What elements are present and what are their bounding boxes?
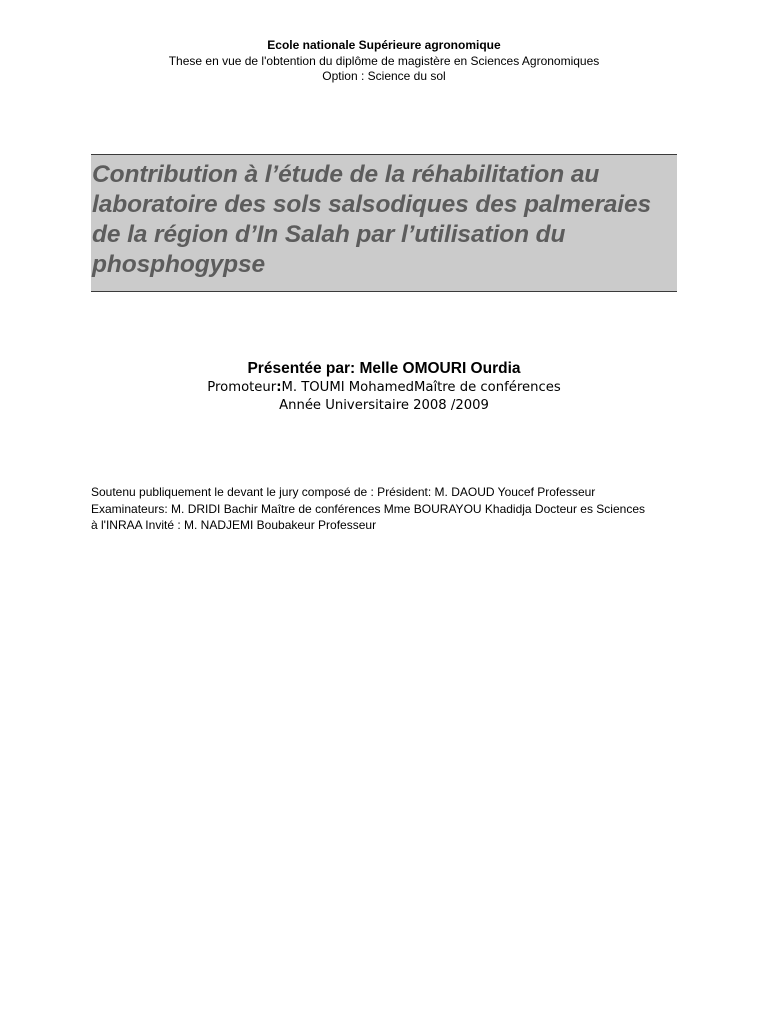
document-header xyxy=(0,38,768,85)
presented-by: Présentée par: Melle OMOURI Ourdia xyxy=(247,360,521,377)
thesis-title: Contribution à l’étude de la réhabilitation au laboratoire des sols salsodiques des palmeraies de la région d’In Salah par l’utilisation du phosphogypse xyxy=(92,161,652,278)
option-line: Option : Science du sol xyxy=(322,69,446,83)
title-box xyxy=(91,154,677,292)
promoteur-line xyxy=(0,379,768,397)
promoteur-value: M. TOUMI MohamedMaître de conférences xyxy=(281,380,561,395)
promoteur-label: Promoteur xyxy=(207,380,277,395)
school-name: Ecole nationale Supérieure agronomique xyxy=(267,38,501,52)
degree-line: These en vue de l'obtention du diplôme de magistère en Sciences Agronomiques xyxy=(168,53,600,68)
promoteur-colon: : xyxy=(276,380,282,395)
jury-paragraph: Soutenu publiquement le devant le jury composé de : Président: M. DAOUD Youcef Professeur Examinateurs: M. DRIDI Bachir Maître de conférences Mme BOURAYOU Khadidja Docteur es Sciences à l'INRAA Invité : M. NADJEMI Boubakeur Professeur xyxy=(91,485,645,532)
academic-year: Année Universitaire 2008 /2009 xyxy=(279,398,489,413)
presenter-block xyxy=(0,358,768,415)
